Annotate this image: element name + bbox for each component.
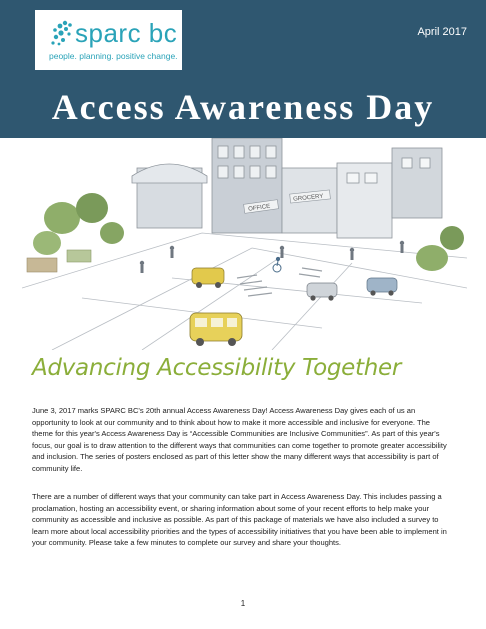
issue-date: April 2017: [417, 26, 467, 38]
wheelchair-user-icon: [273, 257, 281, 272]
city-accessibility-illustration: [22, 138, 467, 350]
pedestrians: [140, 241, 404, 273]
sparc-bc-logo[interactable]: [35, 10, 182, 70]
page-title: Access Awareness Day: [51, 87, 435, 127]
accessible-bus: [190, 313, 242, 346]
office-sign-label: OFFICE: [247, 203, 271, 213]
logo-tagline: people. planning. positive change.: [49, 51, 178, 61]
body-paragraph-1: June 3, 2017 marks SPARC BC's 20th annual Access Awareness Day! Access Awareness Day gives each of us an opportunity to look at our community and to think about how to make it more accessible and inclusive for everyone. The theme for this year's Access Awareness Day is “Accessible Communities are Inclusive Communities”. As part of this year's focus, our goal is to draw attention to the different ways that communities can come together to promote greater accessibility and inclusion. The series of posters enclosed as part of this letter show the many different ways that accessibility is part of community life.: [32, 406, 447, 473]
logo-wordmark: sparc bc: [75, 18, 178, 48]
body-paragraph-2: There are a number of different ways that your community can take part in Access Awareness Day. This includes passing a proclamation, hosting an accessibility event, or sharing information about some of your recent efforts to help make your community as accessible and inclusive as possible. As part of this package of materials we have also included a survey to learn more about local accessibility priorities and the types of accessibility initiatives that you have been able to implement in your community. Please take a few minutes to complete our survey and share your thoughts.: [32, 492, 447, 548]
grocery-sign-label: GROCERY: [292, 193, 324, 203]
header-banner: [0, 0, 486, 138]
yellow-car: [192, 268, 224, 288]
buildings: [132, 138, 442, 238]
logo-dots-icon: [49, 20, 75, 46]
page-number: 1: [240, 599, 246, 608]
section-subhead: Advancing Accessibility Together: [32, 355, 402, 381]
grey-car: [307, 283, 337, 301]
blue-car: [367, 278, 397, 296]
